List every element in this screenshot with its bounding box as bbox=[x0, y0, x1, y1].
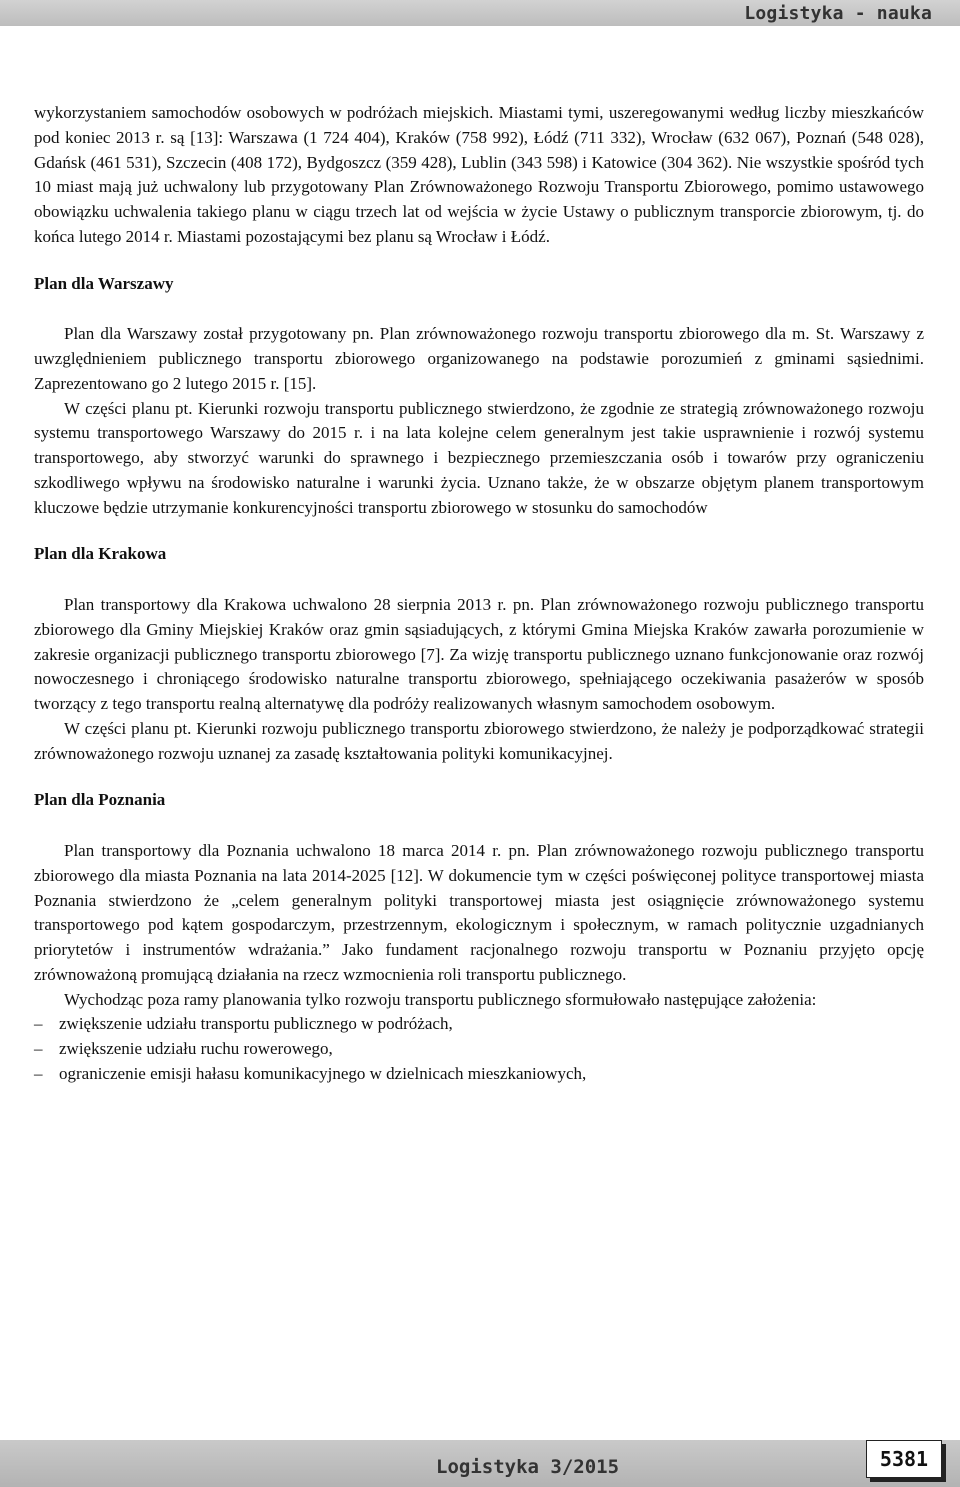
warszawa-paragraph-2: W części planu pt. Kierunki rozwoju transportu publicznego stwierdzono, że zgodnie ze strategią zrównoważonego rozwoju systemu transportowego Warszawy do 2015 r. i na lata kolejne celem generalnym jest takie usprawnienie i rozwój systemu transportowego, aby stworzyć warunki do sprawnego i bezpiecznego przemieszczania osób i towarów przy ograniczeniu szkodliwego wpływu na środowisko naturalne i warunki życia. Uznano także, że w obszarze objętym planem transportowym kluczowe będzie utrzymanie konkurencyjności transportu zbiorowego w stosunku do samochodów bbox=[34, 398, 924, 517]
poznan-paragraph-2: Wychodząc poza ramy planowania tylko rozwoju transportu publicznego sformułowało następujące założenia: bbox=[64, 989, 817, 1009]
intro-paragraph: wykorzystaniem samochodów osobowych w podróżach miejskich. Miastami tymi, uszeregowanymi według liczby mieszkańców pod koniec 2013 r. są [13]: Warszawa (1 724 404), Kraków (758 992), Łódź (711 332), Wrocław (632 067), Poznań (548 028), Gdańsk (461 531), Szczecin (408 172), Bydgoszcz (359 428), Lublin (343 598) i Katowice (304 362). Nie wszystkie spośród tych 10 miast mają już uchwalony lub przygotowany Plan Zrównoważonego Rozwoju Transportu Zbiorowego, pomimo ustawowego obowiązku uchwalenia takiego planu w ciągu trzech lat od wejścia w życie Ustawy o publicznym transporcie zbiorowym, tj. do końca lutego 2014 r. Miastami pozostającymi bez planu są Wrocław i Łódź. bbox=[34, 103, 924, 246]
list-item-text: ograniczenie emisji hałasu komunikacyjnego w dzielnicach mieszkaniowych, bbox=[59, 1063, 587, 1083]
section-heading-warszawa: Plan dla Warszawy bbox=[34, 273, 174, 293]
page-number: 5381 bbox=[879, 1447, 929, 1471]
section-heading-krakow: Plan dla Krakowa bbox=[34, 544, 167, 564]
section-heading-poznan: Plan dla Poznania bbox=[34, 790, 166, 810]
dash-bullet: – bbox=[34, 1039, 43, 1058]
krakow-paragraph-1: Plan transportowy dla Krakowa uchwalono 28 sierpnia 2013 r. pn. Plan zrównoważonego rozwoju publicznego transportu zbiorowego dla Gminy Miejskiej Kraków oraz gmin sąsiadujących, z którymi Gmina Miejska Kraków zawarła porozumienie w zakresie organizacji publicznego transportu zbiorowego [7]. Za wizję transportu publicznego uznano funkcjonowanie oraz rozwój nowoczesnego i chroniącego środowisko naturalne transportu zbiorowego, spełniającego oczekiwania pasażerów w sposób tworzący z tego transportu realną alternatywę dla podróży realizowanych własnym samochodem osobowym. bbox=[34, 595, 924, 713]
poznan-paragraph-1: Plan transportowy dla Poznania uchwalono 18 marca 2014 r. pn. Plan zrównoważonego rozwoju publicznego transportu zbiorowego dla miasta Poznania na lata 2014-2025 [12]. W dokumencie tym w części poświęconej polityce transportowej miasta Poznania stwierdzono że „celem generalnym polityki transportowej miasta jest osiągnięcie zrównoważonego systemu transportowego pod kątem gospodarczym, przestrzennym, ekologicznym i społecznym, w ramach politycznie uzgadnianych priorytetów i instrumentów wdrażania.” Jako fundament racjonalnego rozwoju transportu w Poznaniu przyjęto opcję zrównoważoną promującą działania na rzecz wzmocnienia roli transportu publicznego. bbox=[34, 841, 924, 984]
warszawa-paragraph-1: Plan dla Warszawy został przygotowany pn. Plan zrównoważonego rozwoju transportu zbiorowego dla m. St. Warszawy z uwzględnieniem publicznego transportu zbiorowego organizowanego na podstawie porozumień z gminami sąsiednimi. Zaprezentowano go 2 lutego 2015 r. [15]. bbox=[34, 324, 924, 393]
krakow-paragraph-2: W części planu pt. Kierunki rozwoju publicznego transportu zbiorowego stwierdzono, że należy je podporządkować strategii zrównoważonego rozwoju uznanej za zasadę kształtowania polityki komunikacyjnej. bbox=[34, 718, 924, 763]
list-item bbox=[34, 1062, 924, 1087]
list-item-text: zwiększenie udziału transportu publicznego w podróżach, bbox=[59, 1014, 453, 1034]
list-item-text: zwiększenie udziału ruchu rowerowego, bbox=[59, 1039, 333, 1058]
assumptions-list bbox=[34, 1012, 924, 1086]
dash-bullet: – bbox=[34, 1014, 43, 1034]
journal-issue-label: Logistyka 3/2015 bbox=[436, 1456, 620, 1478]
list-item bbox=[34, 1012, 924, 1037]
page-number-box bbox=[866, 1440, 942, 1478]
header-band bbox=[0, 0, 960, 26]
dash-bullet: – bbox=[34, 1063, 43, 1083]
article-body bbox=[34, 101, 924, 1087]
list-item bbox=[34, 1037, 924, 1062]
running-header-title: Logistyka - nauka bbox=[744, 3, 932, 24]
